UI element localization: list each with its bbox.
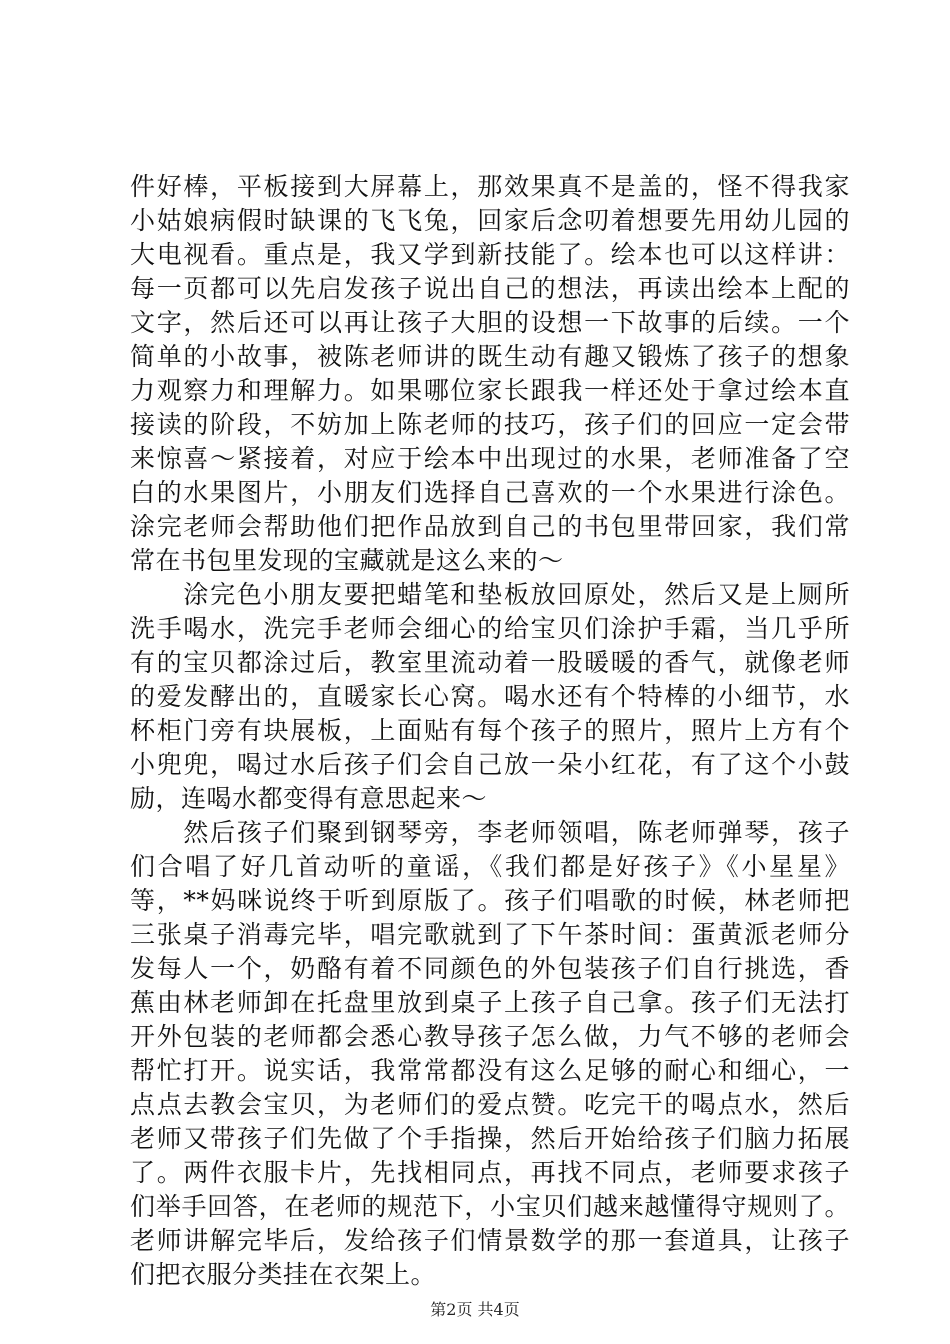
- text-line: 洗手喝水，洗完手老师会细心的给宝贝们涂护手霜，当几乎所: [130, 614, 850, 643]
- text-line: 简单的小故事，被陈老师讲的既生动有趣又锻炼了孩子的想象: [130, 342, 850, 371]
- text-line: 常在书包里发现的宝藏就是这么来的～: [130, 546, 564, 575]
- text-line: 有的宝贝都涂过后，教室里流动着一股暖暖的香气，就像老师: [130, 648, 850, 677]
- text-line: 大电视看。重点是，我又学到新技能了。绘本也可以这样讲：: [130, 240, 850, 269]
- body-text: [130, 170, 850, 1292]
- text-line: 杯柜门旁有块展板，上面贴有每个孩子的照片，照片上方有个: [130, 716, 850, 745]
- text-line: 然后孩子们聚到钢琴旁，李老师领唱，陈老师弹琴，孩子: [130, 818, 850, 847]
- text-line: 每一页都可以先启发孩子说出自己的想法，再读出绘本上配的: [130, 274, 850, 303]
- text-line: 励，连喝水都变得有意思起来～: [130, 784, 488, 813]
- text-line: 开外包装的老师都会悉心教导孩子怎么做，力气不够的老师会: [130, 1022, 850, 1051]
- text-line: 老师又带孩子们先做了个手指操，然后开始给孩子们脑力拓展: [130, 1124, 850, 1153]
- text-line: 白的水果图片，小朋友们选择自己喜欢的一个水果进行涂色。: [130, 478, 850, 507]
- text-line: 老师讲解完毕后，发给孩子们情景数学的那一套道具，让孩子: [130, 1226, 850, 1255]
- text-line: 帮忙打开。说实话，我常常都没有这么足够的耐心和细心，一: [130, 1056, 850, 1085]
- text-line: 了。两件衣服卡片，先找相同点，再找不同点，老师要求孩子: [130, 1158, 850, 1187]
- text-line: 们举手回答，在老师的规范下，小宝贝们越来越懂得守规则了。: [130, 1192, 850, 1221]
- text-line: 等，**妈咪说终于听到原版了。孩子们唱歌的时候，林老师把: [130, 886, 850, 915]
- text-line: 发每人一个，奶酪有着不同颜色的外包装孩子们自行挑选，香: [130, 954, 850, 983]
- page-footer: 第2页 共4页: [430, 1300, 520, 1319]
- text-line: 小姑娘病假时缺课的飞飞兔，回家后念叨着想要先用幼儿园的: [130, 206, 850, 235]
- text-line: 的爱发酵出的，直暖家长心窝。喝水还有个特棒的小细节，水: [130, 682, 850, 711]
- text-line: 们合唱了好几首动听的童谣，《我们都是好孩子》《小星星》: [130, 852, 850, 881]
- text-line: 小兜兜，喝过水后孩子们会自己放一朵小红花，有了这个小鼓: [130, 750, 850, 779]
- text-line: 点点去教会宝贝，为老师们的爱点赞。吃完干的喝点水，然后: [130, 1090, 850, 1119]
- text-line: 蕉由林老师卸在托盘里放到桌子上孩子自己拿。孩子们无法打: [130, 988, 850, 1017]
- text-line: 涂完老师会帮助他们把作品放到自己的书包里带回家，我们常: [130, 512, 850, 541]
- text-line: 涂完色小朋友要把蜡笔和垫板放回原处，然后又是上厕所: [130, 580, 850, 609]
- text-line: 文字，然后还可以再让孩子大胆的设想一下故事的后续。一个: [130, 308, 850, 337]
- text-line: 来惊喜～紧接着，对应于绘本中出现过的水果，老师准备了空: [130, 444, 850, 473]
- text-line: 力观察力和理解力。如果哪位家长跟我一样还处于拿过绘本直: [130, 376, 850, 405]
- text-line: 们把衣服分类挂在衣架上。: [130, 1260, 437, 1289]
- text-line: 接读的阶段，不妨加上陈老师的技巧，孩子们的回应一定会带: [130, 410, 850, 439]
- text-line: 三张桌子消毒完毕，唱完歌就到了下午茶时间：蛋黄派老师分: [130, 920, 850, 949]
- text-line: 件好棒，平板接到大屏幕上，那效果真不是盖的，怪不得我家: [130, 172, 850, 201]
